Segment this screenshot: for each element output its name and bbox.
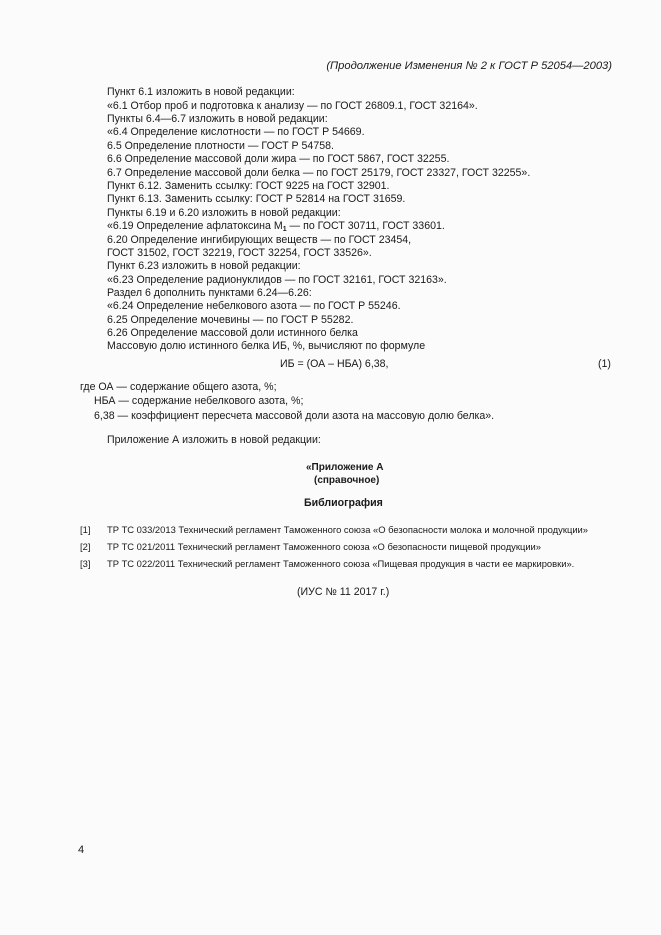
- where-line: 6,38 — коэффициент пересчета массовой доли азота на массовую долю белка».: [94, 410, 495, 422]
- where-line: где ОА — содержание общего азота, %;: [80, 381, 277, 393]
- text-line: Массовую долю истинного белка ИБ, %, вычисляют по формуле: [107, 340, 426, 352]
- appendix-title: «Приложение А: [306, 462, 384, 473]
- text-line: Раздел 6 дополнить пунктами 6.24—6.26:: [107, 287, 312, 299]
- aflatoxin-suffix: — по ГОСТ 30711, ГОСТ 33601.: [286, 220, 445, 232]
- bib-entry: ТР ТС 022/2011 Технический регламент Таможенного союза «Пищевая продукция в части ее маркировки».: [107, 558, 575, 569]
- text-line: Пункты 6.19 и 6.20 изложить в новой редакции:: [107, 207, 341, 219]
- bib-number: [1]: [80, 524, 91, 535]
- bib-number: [3]: [80, 558, 91, 569]
- aflatoxin-prefix: «6.19 Определение афлатоксина М: [107, 220, 283, 232]
- text-line: «6.24 Определение небелкового азота — по ГОСТ Р 55246.: [107, 300, 401, 312]
- page-number: 4: [78, 844, 85, 856]
- bib-number: [2]: [80, 541, 91, 552]
- text-line: Пункт 6.13. Заменить ссылку: ГОСТ Р 52814 на ГОСТ 31659.: [107, 193, 406, 205]
- text-line: Пункт 6.23 изложить в новой редакции:: [107, 260, 301, 272]
- text-line: 6.5 Определение плотности — ГОСТ Р 54758.: [107, 140, 334, 152]
- where-line: НБА — содержание небелкового азота, %;: [94, 395, 304, 407]
- bib-entry: ТР ТС 021/2011 Технический регламент Таможенного союза «О безопасности пищевой продукции»: [107, 541, 542, 552]
- running-header: (Продолжение Изменения № 2 к ГОСТ Р 52054—2003): [326, 60, 612, 72]
- text-line: «6.23 Определение радионуклидов — по ГОСТ 32161, ГОСТ 32163».: [107, 274, 447, 286]
- appendix-intro: Приложение А изложить в новой редакции:: [107, 434, 321, 446]
- text-line: Пункт 6.12. Заменить ссылку: ГОСТ 9225 на ГОСТ 32901.: [107, 180, 390, 192]
- text-line: Пункт 6.1 изложить в новой редакции:: [107, 86, 295, 98]
- text-line: ГОСТ 31502, ГОСТ 32219, ГОСТ 32254, ГОСТ 33526».: [107, 247, 372, 259]
- text-line: 6.20 Определение ингибирующих веществ — по ГОСТ 23454,: [107, 234, 412, 246]
- appendix-subtitle: (справочное): [314, 475, 380, 486]
- text-line: Пункты 6.4—6.7 изложить в новой редакции:: [107, 113, 328, 125]
- text-line: 6.7 Определение массовой доли белка — по ГОСТ 25179, ГОСТ 23327, ГОСТ 32255».: [107, 167, 531, 179]
- bibliography-title: Библиография: [304, 497, 383, 509]
- text-line: 6.6 Определение массовой доли жира — по ГОСТ 5867, ГОСТ 32255.: [107, 153, 450, 165]
- text-line: «6.1 Отбор проб и подготовка к анализу — по ГОСТ 26809.1, ГОСТ 32164».: [107, 100, 478, 112]
- formula-number: (1): [598, 358, 611, 370]
- ius-reference: (ИУС № 11 2017 г.): [297, 586, 390, 598]
- bib-entry: ТР ТС 033/2013 Технический регламент Таможенного союза «О безопасности молока и молочной продукции»: [107, 524, 589, 535]
- aflatoxin-subscript: 1: [282, 226, 287, 233]
- formula-expression: ИБ = (ОА – НБА) 6,38,: [280, 358, 389, 370]
- text-line: 6.25 Определение мочевины — по ГОСТ Р 55282.: [107, 314, 354, 326]
- text-line: 6.26 Определение массовой доли истинного белка: [107, 327, 358, 339]
- text-line: «6.4 Определение кислотности — по ГОСТ Р 54669.: [107, 126, 365, 138]
